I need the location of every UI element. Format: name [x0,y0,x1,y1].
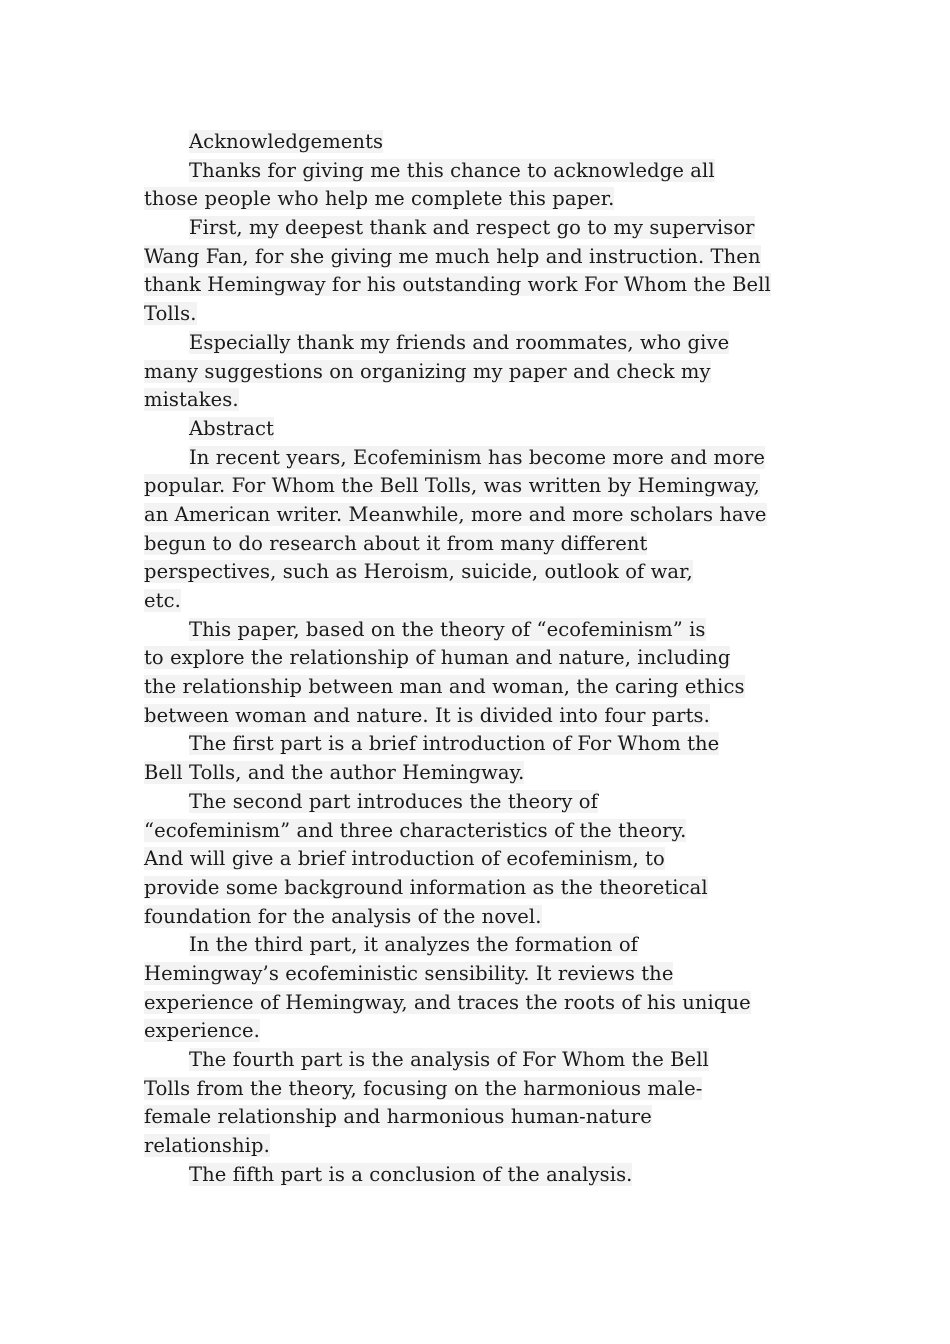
text-line-content: The second part introduces the theory of [189,789,598,813]
text-line-content: First, my deepest thank and respect go to my supervisor [189,216,755,240]
text-line [144,472,824,501]
text-line [144,903,824,932]
text-line [144,587,824,616]
text-line [144,788,824,817]
text-line [144,185,824,214]
text-line-content: Tolls. [144,302,197,326]
text-line-content: etc. [144,589,181,612]
text-line-content: Bell Tolls, and the author Hemingway. [144,761,525,785]
text-line-content: Hemingway’s ecofeministic sensibility. It reviews the [144,961,674,985]
text-line-content: begun to do research about it from many different [144,531,648,555]
text-line [144,702,824,731]
text-line-content: The first part is a brief introduction of For Whom the [189,732,720,756]
text-line [144,759,824,788]
text-line-content: Acknowledgements [189,130,384,153]
text-line-content: “ecofeminism” and three characteristics of the theory. [144,818,687,842]
text-line [144,157,824,186]
text-line-content: experience of Hemingway, and traces the roots of his unique [144,990,751,1014]
text-line-content: foundation for the analysis of the novel. [144,904,542,928]
text-line [144,530,824,559]
text-line [144,444,824,473]
text-line [144,243,824,272]
text-line-content: provide some background information as the theoretical [144,875,708,899]
text-line-content: In recent years, Ecofeminism has become more and more [189,445,766,469]
text-line [144,616,824,645]
text-line-content: mistakes. [144,388,239,412]
text-line-content: perspectives, such as Heroism, suicide, outlook of war, [144,560,693,584]
text-line [144,644,824,673]
text-line-content: Especially thank my friends and roommates, who give [189,330,730,354]
text-line [144,415,824,444]
text-line-content: Tolls from the theory, focusing on the harmonious male- [144,1076,703,1100]
text-line [144,300,824,329]
text-line-content: those people who help me complete this paper. [144,187,615,211]
text-line-content: popular. For Whom the Bell Tolls, was written by Hemingway, [144,474,760,498]
text-line [144,845,824,874]
text-line-content: many suggestions on organizing my paper and check my [144,359,711,383]
text-line [144,558,824,587]
text-line-content: The fifth part is a conclusion of the analysis. [189,1162,633,1186]
text-line [144,1132,824,1161]
text-line-content: And will give a brief introduction of ecofeminism, to [144,847,665,871]
text-line-content: This paper, based on the theory of “ecofeminism” is [189,617,706,641]
text-line-content: experience. [144,1019,260,1043]
text-line [144,1017,824,1046]
text-line [144,1103,824,1132]
text-line-content: to explore the relationship of human and nature, including [144,646,731,670]
text-line [144,271,824,300]
document-body [144,128,824,1189]
text-line-content: Abstract [189,416,274,440]
text-line [144,673,824,702]
text-line-content: the relationship between man and woman, the caring ethics [144,675,745,699]
text-line-content: thank Hemingway for his outstanding work For Whom the Bell [144,273,771,297]
text-line-content: between woman and nature. It is divided into four parts. [144,703,710,727]
text-line [144,1075,824,1104]
text-line [144,960,824,989]
text-line [144,501,824,530]
text-line-content: an American writer. Meanwhile, more and more scholars have [144,502,767,526]
text-line [144,214,824,243]
text-line-content: Wang Fan, for she giving me much help and instruction. Then [144,244,761,268]
text-line [144,386,824,415]
text-line [144,931,824,960]
text-line [144,329,824,358]
text-line-content: In the third part, it analyzes the formation of [189,933,639,957]
text-line-content: The fourth part is the analysis of For Whom the Bell [189,1048,709,1071]
text-line [144,874,824,903]
text-line [144,989,824,1018]
text-line-content: relationship. [144,1134,270,1158]
text-line [144,128,824,157]
text-line [144,730,824,759]
text-line-content: female relationship and harmonious human-nature [144,1105,652,1129]
text-line [144,1046,824,1075]
text-line [144,1161,824,1190]
text-line [144,358,824,387]
text-line [144,817,824,846]
text-line-content: Thanks for giving me this chance to acknowledge all [189,158,715,182]
